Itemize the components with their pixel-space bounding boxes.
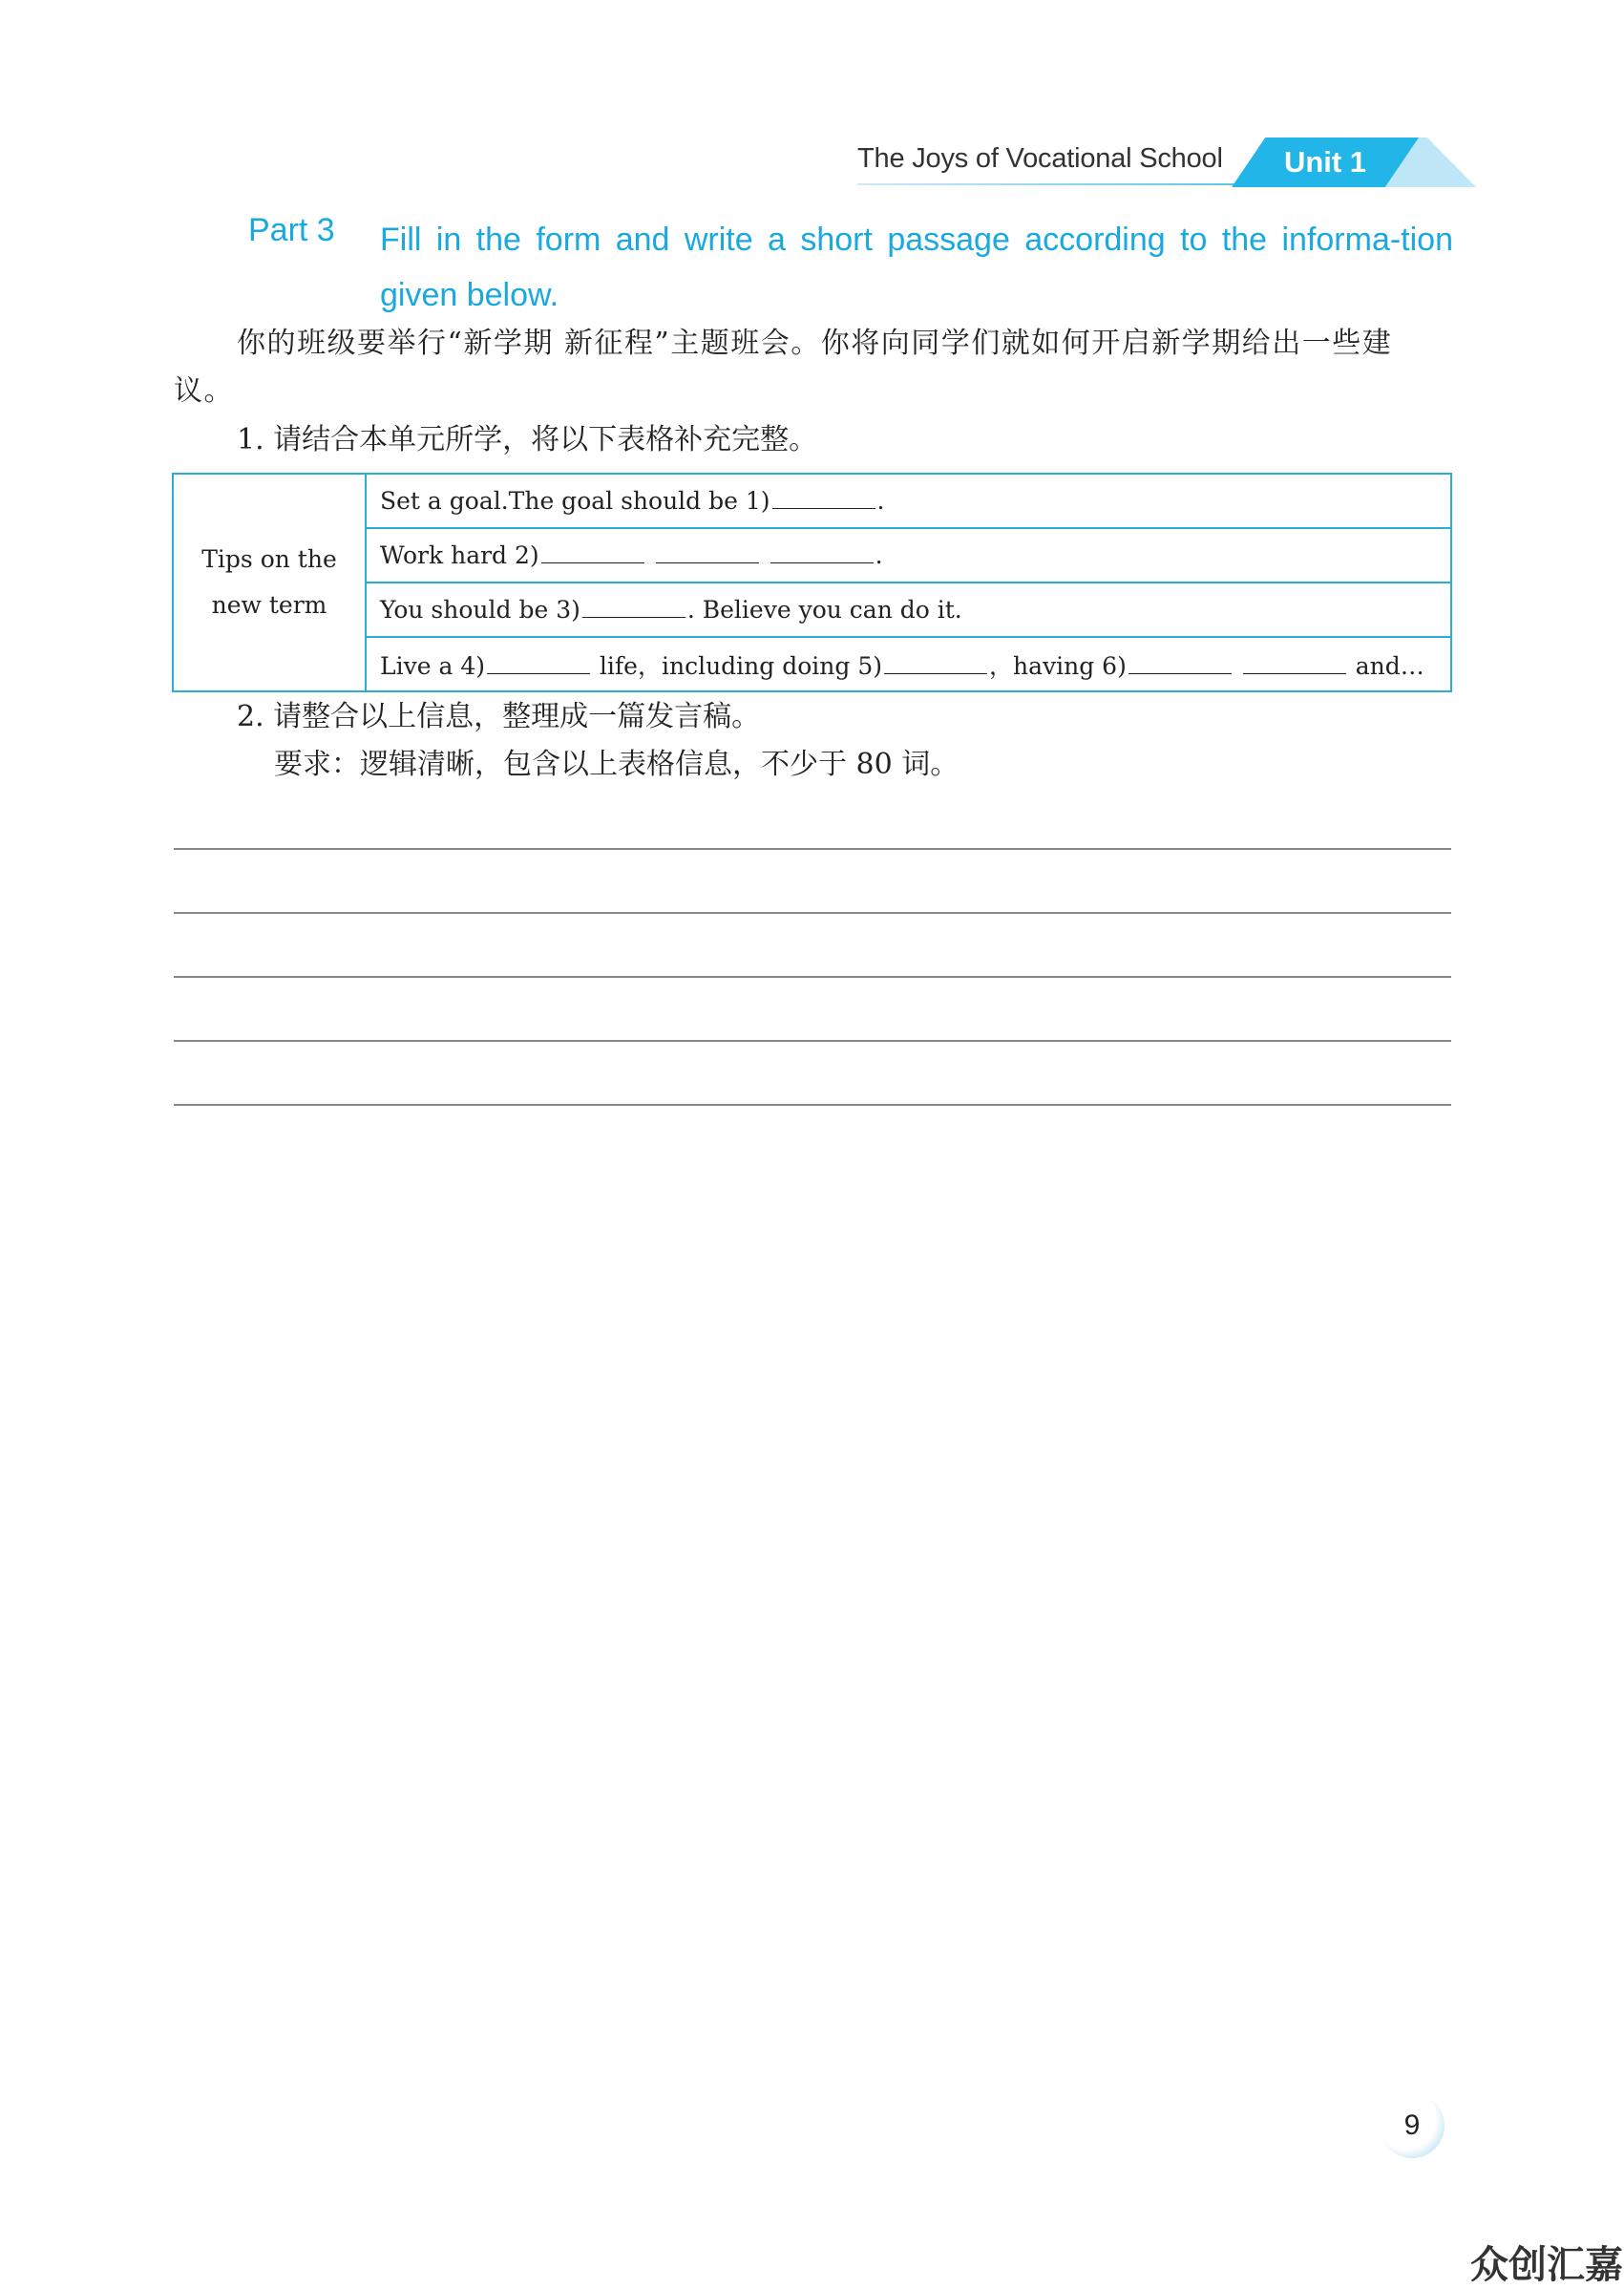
row-1-text: Set a goal.The goal should be 1)	[380, 487, 770, 515]
writing-line[interactable]	[174, 912, 1451, 914]
blank-6a[interactable]	[1128, 672, 1232, 674]
table-row	[366, 474, 1451, 528]
writing-line[interactable]	[174, 1040, 1451, 1042]
task-intro: 你的班级要举行“新学期 新征程”主题班会。你将向同学们就如何开启新学期给出一些建议。	[174, 327, 1393, 408]
blank-2a[interactable]	[541, 562, 644, 563]
row-2-end: .	[875, 541, 883, 569]
table-row	[366, 583, 1451, 637]
writing-line[interactable]	[174, 976, 1451, 978]
header-underline	[857, 183, 1239, 185]
table-row	[366, 528, 1451, 583]
row-4-mid: life，including doing 5)	[591, 651, 882, 680]
blank-2b[interactable]	[656, 562, 759, 563]
row-1-end: .	[876, 487, 885, 515]
writing-line[interactable]	[174, 1104, 1451, 1106]
row-2-text: Work hard 2)	[380, 541, 539, 569]
row-4-text: Live a 4)	[380, 651, 485, 680]
blank-5[interactable]	[884, 672, 987, 674]
blank-3[interactable]	[582, 616, 685, 618]
blank-4[interactable]	[487, 672, 590, 674]
writing-line[interactable]	[174, 848, 1451, 850]
unit-label: Unit 1	[1283, 145, 1367, 179]
part-label: Part 3	[248, 212, 335, 248]
blank-2c[interactable]	[770, 562, 874, 563]
blank-1[interactable]	[772, 507, 875, 509]
row-4-end: and…	[1347, 651, 1424, 680]
running-header-title: The Joys of Vocational School	[857, 143, 1223, 174]
tips-table	[172, 473, 1452, 692]
question-2: 2. 请整合以上信息，整理成一篇发言稿。	[237, 700, 761, 733]
page-number: 9	[1403, 2109, 1421, 2141]
table-row-label: Tips on the new term	[173, 474, 366, 691]
row-3-text: You should be 3)	[380, 596, 580, 624]
watermark-logo: 众创汇嘉	[1470, 2243, 1623, 2287]
requirement: 要求：逻辑清晰，包含以上表格信息，不少于 80 词。	[274, 748, 960, 781]
row-3-end: . Believe you can do it.	[686, 596, 962, 624]
question-1: 1. 请结合本单元所学，将以下表格补充完整。	[237, 423, 818, 456]
part-title: Fill in the form and write a short passage according to the informa-tion given below.	[380, 222, 1453, 313]
blank-6b[interactable]	[1243, 672, 1346, 674]
row-4-mid2: ，having 6)	[988, 651, 1127, 680]
table-row	[366, 637, 1451, 691]
